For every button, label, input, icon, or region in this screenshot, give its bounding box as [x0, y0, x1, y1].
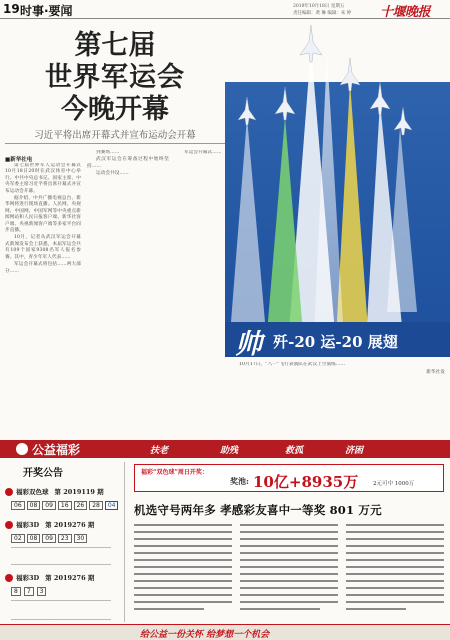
lottery-icon	[5, 574, 13, 582]
game-name: 福彩双色球	[16, 488, 49, 496]
photo-jets	[225, 22, 450, 357]
game-row	[5, 485, 124, 498]
number-ball: 8	[11, 587, 21, 596]
number-row	[11, 534, 124, 543]
footer-slogan: 给公益一份关怀 给梦想一个机会	[140, 630, 270, 640]
banner-slogan: 扶老	[150, 446, 169, 456]
number-ball: 3	[37, 587, 47, 596]
page-number: 19	[3, 2, 20, 16]
headline-line1: 第七届	[74, 30, 156, 61]
number-row	[11, 587, 124, 596]
article-paragraph: 第七届世界军人运动会开幕式10月18日20时在武汉体育中心举行。中共中央总书记、国家主席、中央军委主席习近平将出席开幕式并宣布运动会开幕。	[5, 163, 81, 194]
byline: ■新华社电	[5, 157, 33, 163]
number-ball: 30	[74, 534, 88, 543]
game-row	[5, 571, 124, 584]
headline-line2: 世界军运会	[45, 62, 185, 93]
open-notice-title: 开奖公告	[23, 468, 63, 479]
photo-credit: 新华社发	[426, 370, 445, 376]
number-ball: 08	[27, 501, 41, 510]
number-ball: 28	[89, 501, 103, 510]
number-ball: 23	[58, 534, 72, 543]
article-paragraph: 军运会开幕式将包括……两大部分……	[5, 262, 81, 274]
photo-caption-rest: 歼-20 运-20 展翅	[273, 333, 398, 351]
banner-slogan: 救孤	[285, 446, 304, 456]
caption-body: 10月17日，“八一”飞行表演队在武汉上空演练……	[239, 362, 346, 367]
article-column-3	[175, 150, 227, 428]
prize-table-placeholder	[11, 600, 111, 620]
banner-slogan: 济困	[345, 446, 364, 456]
article-paragraph: 军运会开幕式……	[184, 150, 222, 155]
jackpot-label: 奖池:	[230, 476, 249, 486]
headline-line3: 今晚开幕	[61, 94, 169, 125]
lottery-footer	[0, 624, 450, 640]
lottery-logo-icon	[16, 443, 28, 455]
number-ball: 16	[58, 501, 72, 510]
lottery-banner	[0, 440, 450, 458]
jackpot-value: 10亿+8935万	[253, 473, 359, 491]
number-ball: 7	[24, 587, 34, 596]
date-line: 2019年10月18日 星期五	[293, 4, 345, 9]
lottery-title: 公益福彩	[32, 443, 81, 457]
lottery-icon	[5, 488, 13, 496]
logo: 十堰晚报	[380, 5, 431, 20]
editor-line: 责任编辑：黄 琳 编辑：朱 婷	[293, 11, 352, 16]
number-row	[11, 501, 124, 510]
article-paragraph: 据介绍，中共广播电视总台、新华网将进行现场直播。人民网、央视网、中国网、中国军网等中央重点新闻网站和人民日报客户端、新华社客户端、央视新闻客户端等多家平台同步直播。	[5, 196, 81, 234]
subhead: 习近平将出席开幕式并宣布运动会开幕	[34, 130, 196, 141]
banner-slogan: 助残	[220, 446, 239, 456]
story-headline: 机选守号两年多 孝感彩友喜中一等奖 801 万元	[134, 503, 382, 517]
photo-caption	[235, 322, 450, 357]
article-paragraph: 运动会共设……	[96, 171, 129, 177]
article-paragraph: 10月，记者从武汉军运会开幕式新闻发布会上获悉，本届军运会共有109个国家9308名军人报名参赛。其中，青少年军人代表……	[5, 235, 81, 260]
lottery-results-panel	[5, 462, 125, 622]
headline	[10, 30, 220, 126]
game-issue: 第 2019119 期	[54, 488, 104, 496]
article-column-1	[5, 163, 81, 428]
article-column-2	[87, 150, 169, 428]
game-issue: 第 2019276 期	[45, 521, 95, 529]
page-header	[0, 0, 450, 19]
lottery-icon	[5, 521, 13, 529]
number-ball: 09	[42, 534, 56, 543]
number-ball: 26	[74, 501, 88, 510]
photo-caption-big: 帅	[235, 329, 262, 357]
prize-table-placeholder	[11, 547, 111, 565]
game-issue: 第 2019276 期	[45, 574, 95, 582]
photo-caption-text	[230, 362, 445, 424]
article-paragraph: 武汉军运会在筹备过程中始终坚持……	[87, 157, 169, 169]
game-name: 福彩3D	[16, 521, 40, 529]
jackpot-box	[134, 464, 444, 492]
game-name: 福彩3D	[16, 574, 40, 582]
jackpot-note: 2元可中 1000万	[373, 481, 415, 487]
section-title: 时事·要闻	[20, 4, 73, 18]
article-paragraph: 到赛场……	[96, 150, 120, 155]
story-body	[134, 522, 444, 618]
number-ball: 06	[11, 501, 25, 510]
number-ball: 08	[27, 534, 41, 543]
game-row	[5, 518, 124, 531]
number-ball: 09	[42, 501, 56, 510]
jets-illustration	[225, 22, 450, 357]
story-text-lines	[134, 522, 444, 618]
number-ball: 02	[11, 534, 25, 543]
number-ball-blue: 04	[105, 501, 119, 510]
promo-title: 福彩“双色球”周日开奖：	[141, 469, 208, 476]
